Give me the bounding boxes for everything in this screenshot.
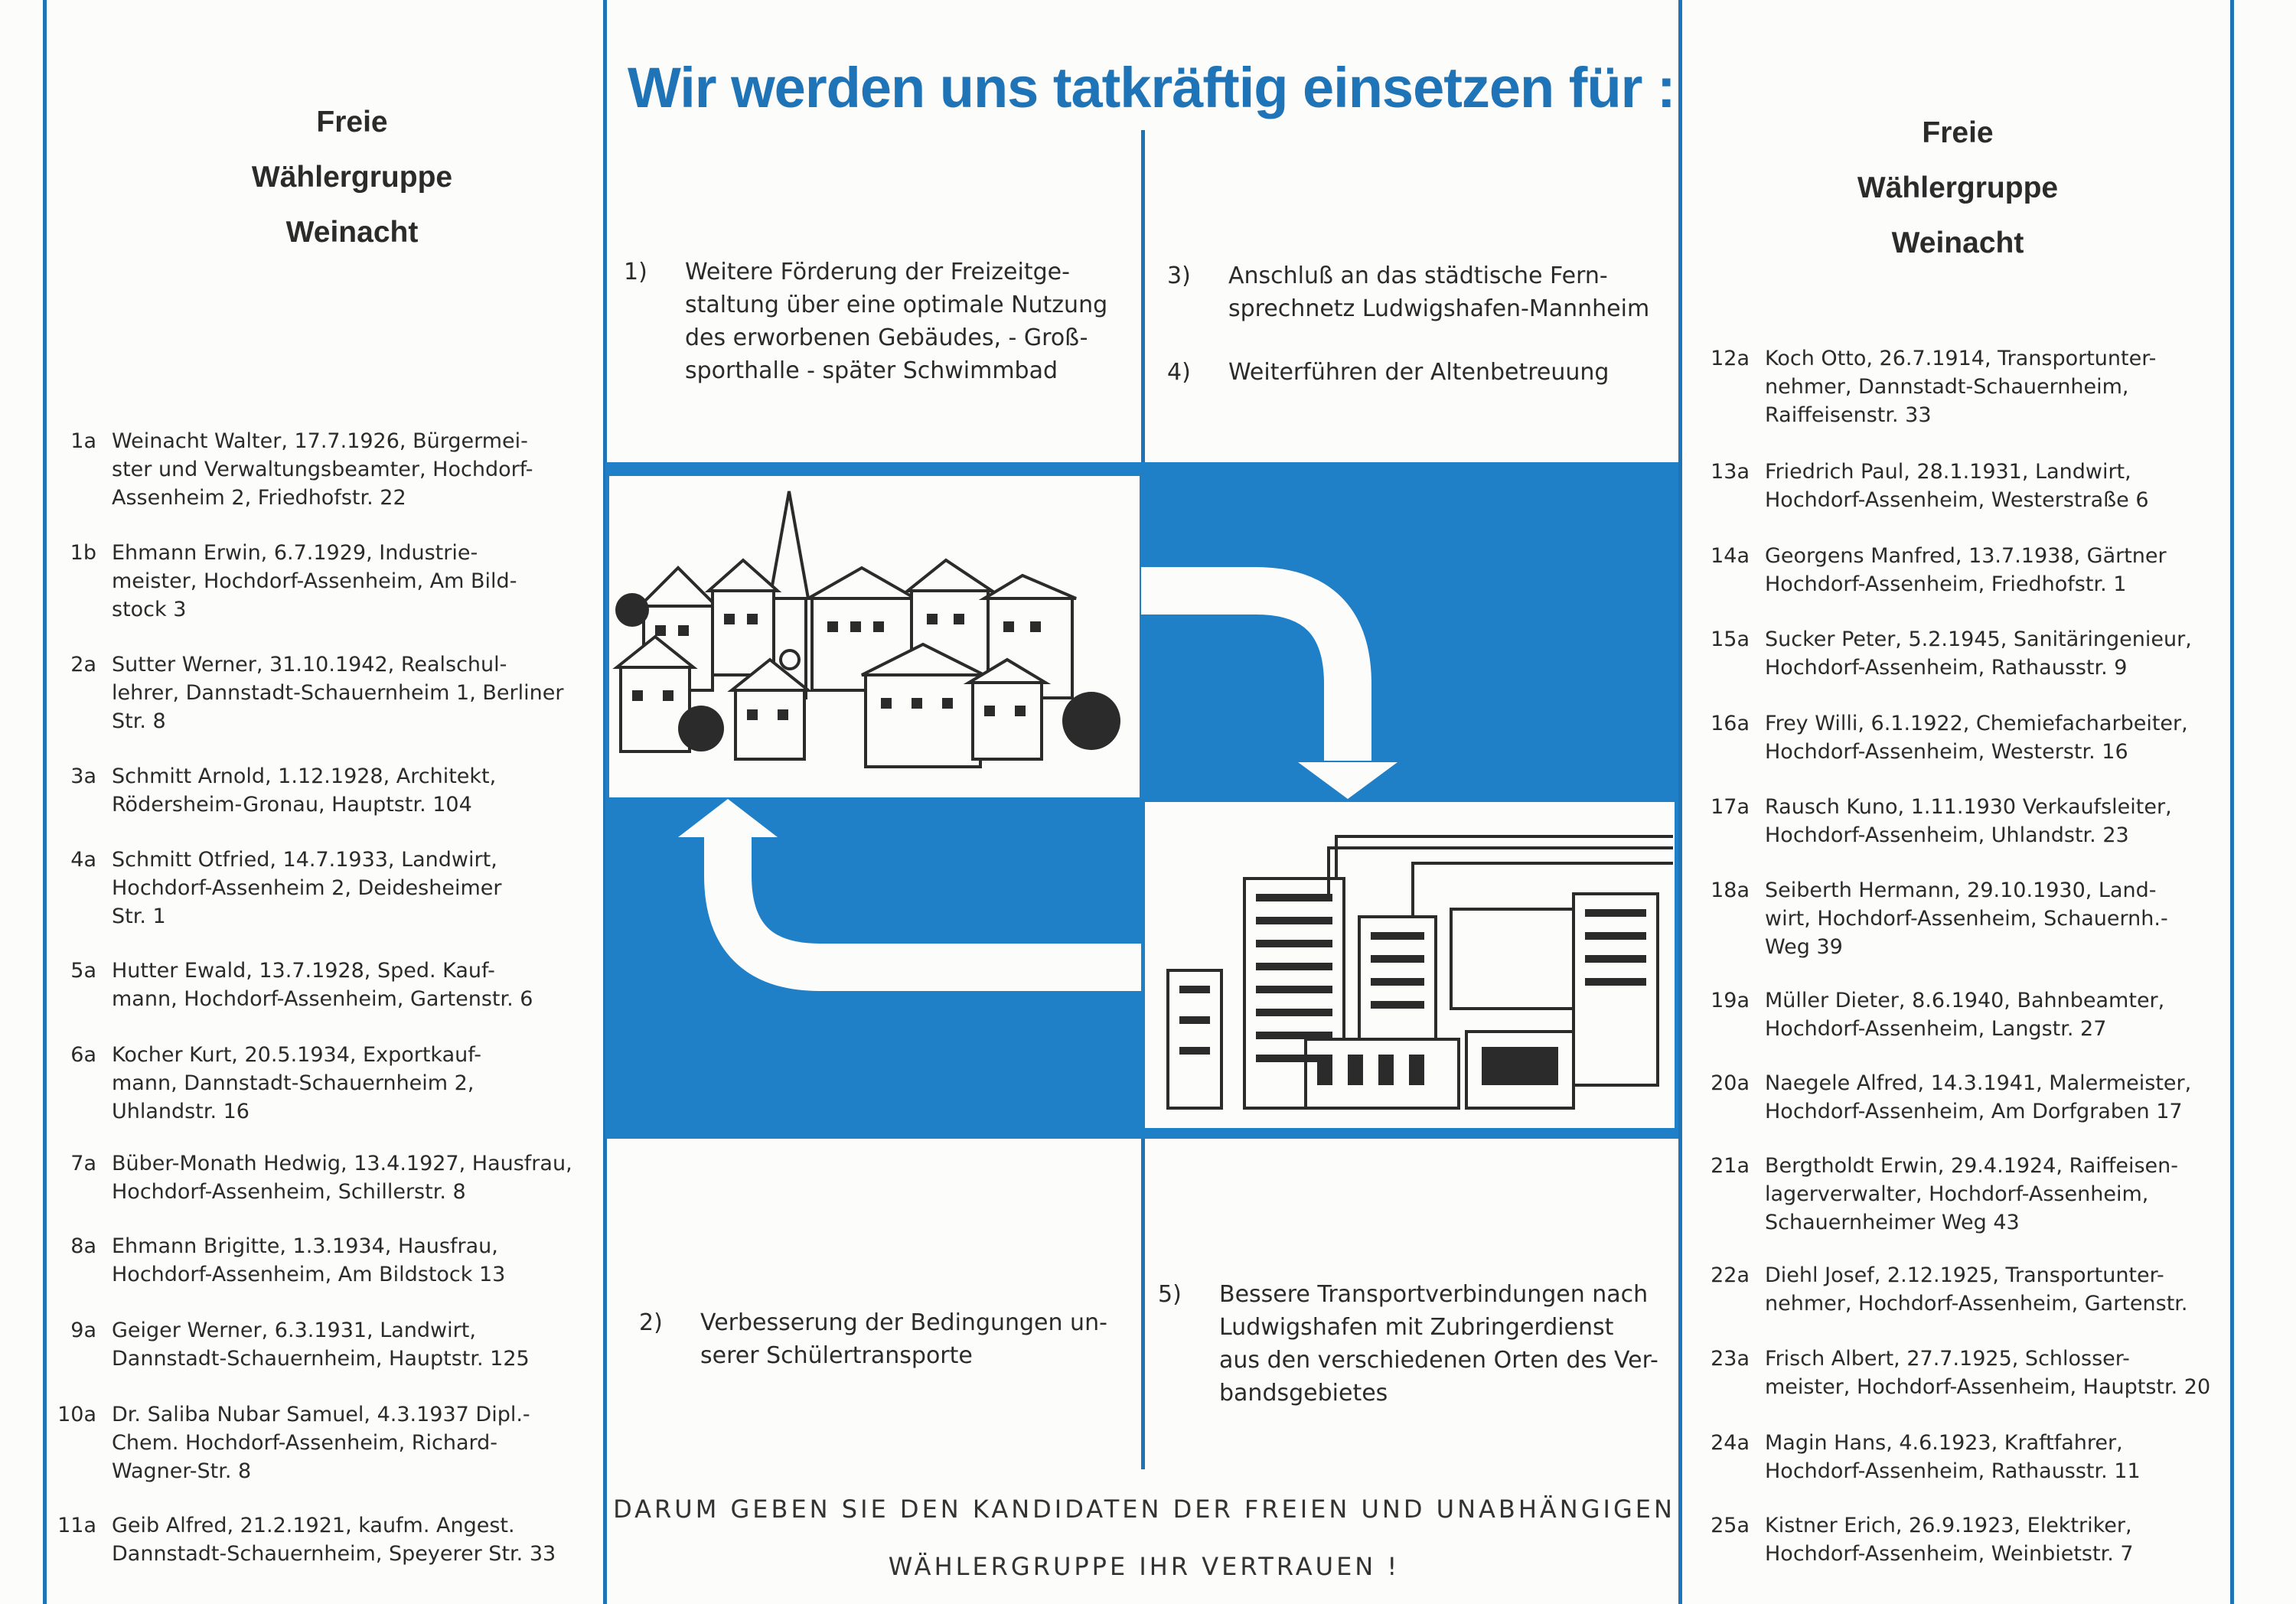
candidate-text: Kistner Erich, 26.9.1923, Elektriker, Hochdorf-Assenheim, Weinbietstr. 7 <box>1765 1514 2134 1566</box>
candidate-entry <box>1707 344 2156 429</box>
candidate-number: 25a <box>1711 1514 1750 1537</box>
candidate-entry <box>54 762 496 819</box>
industry-illustration <box>1145 802 1675 1128</box>
goal-number: 3) <box>1167 262 1191 289</box>
candidate-number: 23a <box>1711 1347 1750 1371</box>
candidate-entry <box>54 1316 530 1373</box>
candidate-text: Magin Hans, 4.6.1923, Kraftfahrer, Hochdorf-Assenheim, Rathausstr. 11 <box>1765 1431 2141 1483</box>
candidate-entry <box>1707 986 2164 1043</box>
candidate-number: 12a <box>1711 347 1750 370</box>
candidate-number: 17a <box>1711 795 1750 819</box>
candidate-entry <box>54 1232 505 1289</box>
candidate-entry <box>1707 458 2149 514</box>
candidate-text: Weinacht Walter, 17.7.1926, Bürgermei- ster und Verwaltungsbeamter, Hochdorf- Assenheim 2, Friedhofstr. 22 <box>112 429 533 510</box>
goal-text: Weitere Förderung der Freizeitge- staltung über eine optimale Nutzung des erworbenen Gebäudes, - Groß- sporthalle - später Schwimmbad <box>685 259 1108 384</box>
footer-line-2: WÄHLERGRUPPE IHR VERTRAUEN ! <box>888 1552 1401 1581</box>
title-line: Wählergruppe <box>1857 171 2059 204</box>
candidate-text: Friedrich Paul, 28.1.1931, Landwirt, Hochdorf-Assenheim, Westerstraße 6 <box>1765 460 2149 512</box>
candidate-text: Georgens Manfred, 13.7.1938, Gärtner Hochdorf-Assenheim, Friedhofstr. 1 <box>1765 544 2167 596</box>
candidate-entry <box>54 539 517 624</box>
goal-text: Anschluß an das städtische Fern- sprechnetz Ludwigshafen-Mannheim <box>1228 262 1650 322</box>
candidate-entry <box>54 1041 481 1126</box>
candidate-number: 2a <box>70 653 96 676</box>
candidate-number: 10a <box>57 1403 96 1426</box>
candidate-number: 4a <box>70 848 96 872</box>
candidate-text: Geib Alfred, 21.2.1921, kaufm. Angest. Dannstadt-Schauernheim, Speyerer Str. 33 <box>112 1514 556 1566</box>
candidate-number: 16a <box>1711 712 1750 735</box>
candidate-entry <box>54 1149 572 1206</box>
goal-number: 4) <box>1167 359 1191 386</box>
goal-item <box>624 256 1107 387</box>
candidate-number: 19a <box>1711 989 1750 1012</box>
title-line: Freie <box>1922 116 1994 149</box>
candidate-entry <box>1707 1261 2188 1318</box>
candidate-text: Geiger Werner, 6.3.1931, Landwirt, Dannstadt-Schauernheim, Hauptstr. 125 <box>112 1319 530 1371</box>
right-border-line <box>2230 0 2234 1604</box>
title-line: Weinacht <box>285 216 419 249</box>
candidate-entry <box>54 1400 530 1485</box>
candidate-entry <box>1707 1069 2191 1126</box>
candidate-number: 8a <box>70 1234 96 1258</box>
goal-number: 5) <box>1158 1281 1182 1308</box>
goal-number: 1) <box>624 259 647 285</box>
candidate-number: 11a <box>57 1514 96 1537</box>
candidate-number: 5a <box>70 959 96 983</box>
title-line: Weinacht <box>1891 227 2024 259</box>
left-group-title <box>161 95 543 260</box>
page-headline: Wir werden uns tatkräftig einsetzen für : <box>628 56 1675 119</box>
candidate-number: 20a <box>1711 1071 1750 1095</box>
title-line: Freie <box>316 106 388 139</box>
candidate-text: Bergtholdt Erwin, 29.4.1924, Raiffeisen- lagerverwalter, Hochdorf-Assenheim, Schauernheimer Weg 43 <box>1765 1154 2178 1234</box>
candidate-text: Kocher Kurt, 20.5.1934, Exportkauf- mann, Dannstadt-Schauernheim 2, Uhlandstr. 16 <box>112 1043 482 1123</box>
title-line: Wählergruppe <box>251 161 453 194</box>
candidate-number: 1a <box>70 429 96 453</box>
candidate-number: 6a <box>70 1043 96 1067</box>
candidate-entry <box>1707 1429 2141 1485</box>
candidate-text: Seiberth Hermann, 29.10.1930, Land- wirt, Hochdorf-Assenheim, Schauernh.- Weg 39 <box>1765 879 2168 959</box>
candidate-text: Diehl Josef, 2.12.1925, Transportunter- nehmer, Hochdorf-Assenheim, Gartenstr. <box>1765 1263 2188 1315</box>
candidate-entry <box>1707 625 2192 682</box>
candidate-number: 14a <box>1711 544 1750 568</box>
right-group-title <box>1766 106 2149 271</box>
candidate-text: Sutter Werner, 31.10.1942, Realschul- lehrer, Dannstadt-Schauernheim 1, Berliner Str. 8 <box>112 653 564 733</box>
goal-item <box>1167 356 1609 389</box>
candidate-entry <box>1707 542 2167 598</box>
candidate-text: Ehmann Erwin, 6.7.1929, Industrie- meister, Hochdorf-Assenheim, Am Bild- stock 3 <box>112 541 517 621</box>
candidate-text: Müller Dieter, 8.6.1940, Bahnbeamter, Hochdorf-Assenheim, Langstr. 27 <box>1765 989 2165 1041</box>
goal-item <box>1158 1278 1658 1410</box>
candidate-number: 9a <box>70 1319 96 1342</box>
candidate-number: 13a <box>1711 460 1750 484</box>
goal-item <box>1167 259 1649 325</box>
candidate-text: Rausch Kuno, 1.11.1930 Verkaufsleiter, Hochdorf-Assenheim, Uhlandstr. 23 <box>1765 795 2172 847</box>
candidate-entry <box>54 650 563 735</box>
candidate-number: 7a <box>70 1152 96 1175</box>
candidate-text: Schmitt Otfried, 14.7.1933, Landwirt, Hochdorf-Assenheim 2, Deidesheimer Str. 1 <box>112 848 502 928</box>
left-border-line <box>43 0 47 1604</box>
candidate-text: Sucker Peter, 5.2.1945, Sanitäringenieur, Hochdorf-Assenheim, Rathausstr. 9 <box>1765 628 2192 680</box>
candidate-text: Büber-Monath Hedwig, 13.4.1927, Hausfrau, Hochdorf-Assenheim, Schillerstr. 8 <box>112 1152 572 1204</box>
candidate-text: Frey Willi, 6.1.1922, Chemiefacharbeiter, Hochdorf-Assenheim, Westerstr. 16 <box>1765 712 2188 764</box>
goal-text: Bessere Transportverbindungen nach Ludwigshafen mit Zubringerdienst aus den verschiedenen Orten des Ver- bandsgebietes <box>1219 1281 1658 1407</box>
candidate-entry <box>1707 876 2168 961</box>
candidate-number: 15a <box>1711 628 1750 651</box>
candidate-text: Hutter Ewald, 13.7.1928, Sped. Kauf- mann, Hochdorf-Assenheim, Gartenstr. 6 <box>112 959 533 1011</box>
candidate-number: 22a <box>1711 1263 1750 1287</box>
candidate-text: Koch Otto, 26.7.1914, Transportunter- nehmer, Dannstadt-Schauernheim, Raiffeisenstr. 33 <box>1765 347 2157 427</box>
candidate-text: Schmitt Arnold, 1.12.1928, Architekt, Rödersheim-Gronau, Hauptstr. 104 <box>112 765 497 817</box>
candidate-number: 24a <box>1711 1431 1750 1455</box>
candidate-number: 18a <box>1711 879 1750 902</box>
village-illustration <box>609 476 1140 797</box>
candidate-text: Ehmann Brigitte, 1.3.1934, Hausfrau, Hochdorf-Assenheim, Am Bildstock 13 <box>112 1234 506 1286</box>
candidate-number: 21a <box>1711 1154 1750 1178</box>
candidate-entry <box>54 846 501 931</box>
right-fold-line <box>1678 0 1682 1604</box>
candidate-entry <box>1707 1152 2178 1237</box>
goal-text: Verbesserung der Bedingungen un- serer Schülertransporte <box>700 1309 1107 1369</box>
candidate-number: 3a <box>70 765 96 788</box>
candidate-entry <box>54 427 533 512</box>
candidate-entry <box>1707 1345 2210 1401</box>
candidate-entry <box>54 1511 556 1568</box>
candidate-entry <box>1707 1511 2134 1568</box>
candidate-text: Dr. Saliba Nubar Samuel, 4.3.1937 Dipl.- Chem. Hochdorf-Assenheim, Richard- Wagner-Str. 8 <box>112 1403 530 1483</box>
footer-line-1: DARUM GEBEN SIE DEN KANDIDATEN DER FREIEN UND UNABHÄNGIGEN <box>613 1495 1675 1524</box>
goal-number: 2) <box>639 1309 663 1336</box>
candidate-number: 1b <box>70 541 96 565</box>
candidate-text: Naegele Alfred, 14.3.1941, Malermeister, Hochdorf-Assenheim, Am Dorfgraben 17 <box>1765 1071 2192 1123</box>
candidate-text: Frisch Albert, 27.7.1925, Schlosser- meister, Hochdorf-Assenheim, Hauptstr. 20 <box>1765 1347 2211 1399</box>
candidate-entry <box>1707 793 2172 849</box>
goal-item <box>639 1306 1107 1372</box>
goal-text: Weiterführen der Altenbetreuung <box>1228 359 1609 386</box>
candidate-entry <box>54 957 533 1013</box>
candidate-entry <box>1707 709 2188 766</box>
